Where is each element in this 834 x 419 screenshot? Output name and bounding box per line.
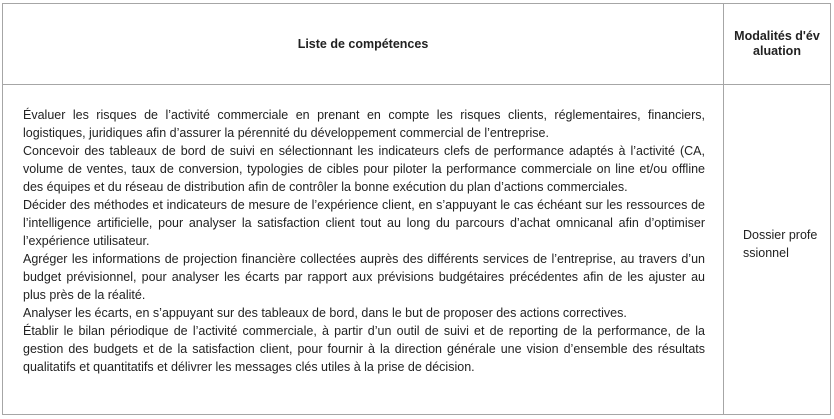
competence-item: Décider des méthodes et indicateurs de mesure de l’expérience client, en s’appuyant le cas échéant sur les ressources de l’intelligence artificielle, pour analyser la satisfaction client tout au long du parcours d’achat omnicanal afin d’optimiser l’expérience utilisateur. bbox=[23, 198, 705, 248]
competence-item: Établir le bilan périodique de l’activité commerciale, à partir d’un outil de suivi et de reporting de la performance, de la gestion des budgets et de la satisfaction client, pour fournir à la direction générale une vision d’ensemble des résultats qualitatifs et quantitatifs et délivrer les messages clés utiles à la prise de décision. bbox=[23, 324, 705, 374]
competence-item: Concevoir des tableaux de bord de suivi en sélectionnant les indicateurs clefs de performance adaptés à l’activité (CA, volume de ventes, taux de conversion, typologies de cibles pour piloter la performance commerciale on line et/ou offline des équipes et du réseau de distribution afin de contrôler la bonne exécution du plan d’actions commerciales. bbox=[23, 144, 705, 194]
competence-item: Agréger les informations de projection financière collectées auprès des différents services de l’entreprise, au travers d’un budget prévisionnel, pour analyser les écarts par rapport aux prévisions budgétaires précédentes afin de les ajuster au plus près de la réalité. bbox=[23, 252, 705, 302]
competence-item: Évaluer les risques de l’activité commerciale en prenant en compte les risques clients, réglementaires, financiers, logistiques, juridiques afin d’assurer la pérennité du développement commercial de l’entreprise. bbox=[23, 108, 705, 140]
header-modalites: Modalités d'évaluation bbox=[734, 29, 820, 58]
header-divider bbox=[3, 84, 830, 85]
competences-table bbox=[2, 3, 831, 415]
header-competences: Liste de compétences bbox=[297, 37, 429, 51]
competence-item: Analyser les écarts, en s’appuyant sur des tableaux de bord, dans le but de proposer des actions correctives. bbox=[23, 306, 627, 320]
competences-cell bbox=[23, 106, 705, 376]
modalite-cell: Dossier professionnel bbox=[743, 228, 818, 260]
